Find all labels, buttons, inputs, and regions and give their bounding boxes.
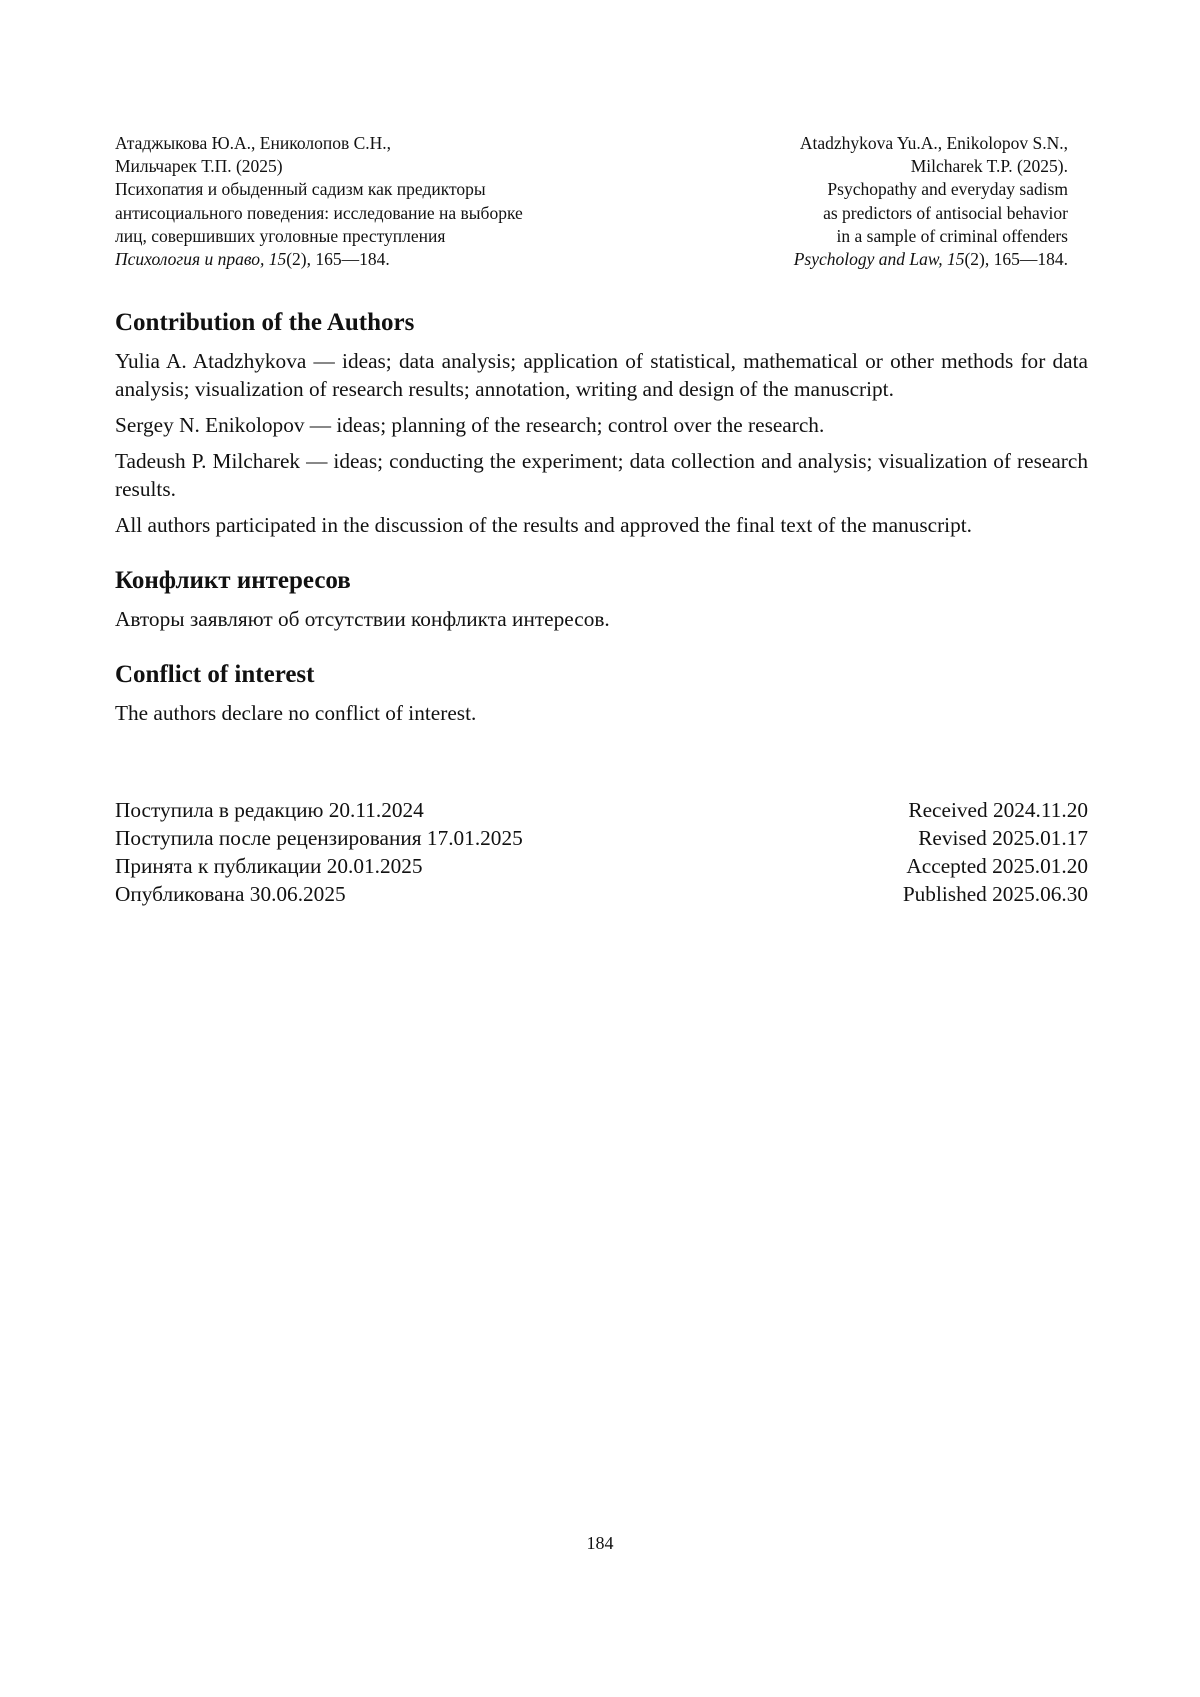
date-en: Revised 2025.01.17: [918, 826, 1088, 850]
journal-name: Psychology and Law,: [793, 249, 943, 270]
conflict-ru-text: Авторы заявляют об отсутствии конфликта интересов.: [115, 607, 610, 631]
running-header-english: [548, 132, 1068, 271]
conflict-en-heading: Conflict of interest: [115, 661, 315, 688]
header-line: лиц, совершивших уголовные преступления: [115, 225, 446, 246]
conflict-en-text: The authors declare no conflict of interest.: [115, 701, 477, 725]
date-row-received: [115, 796, 1088, 824]
header-line: in a sample of criminal offenders: [836, 225, 1068, 246]
main-content: [115, 307, 1088, 753]
date-en: Received 2024.11.20: [908, 798, 1088, 822]
date-ru: Опубликована 30.06.2025: [115, 882, 346, 906]
contribution-paragraph: Yulia A. Atadzhykova — ideas; data analysis; application of statistical, mathematical or other methods for data analysis; visualization of research results; annotation, writing and design of the manuscript.: [115, 349, 1088, 401]
conflict-en-section: [115, 659, 1088, 727]
journal-name: Психология и право,: [115, 249, 265, 270]
header-line: Atadzhykova Yu.A., Enikolopov S.N.,: [799, 133, 1068, 153]
date-ru: Принята к публикации 20.01.2025: [115, 854, 423, 878]
date-en: Accepted 2025.01.20: [906, 854, 1088, 878]
date-row-revised: [115, 824, 1088, 852]
journal-volume: 15: [268, 249, 287, 270]
header-journal-line: [548, 248, 1068, 271]
contribution-heading: Contribution of the Authors: [115, 309, 415, 336]
contribution-section: [115, 307, 1088, 539]
journal-volume: 15: [946, 249, 965, 270]
date-ru: Поступила в редакцию 20.11.2024: [115, 798, 424, 822]
header-line: Psychopathy and everyday sadism: [827, 179, 1068, 200]
contribution-paragraph: All authors participated in the discussion of the results and approved the final text of the manuscript.: [115, 513, 972, 537]
page-number: 184: [586, 1533, 614, 1553]
contribution-paragraph: Sergey N. Enikolopov — ideas; planning of the research; control over the research.: [115, 413, 825, 437]
contribution-paragraph: Tadeush P. Milcharek — ideas; conducting the experiment; data collection and analysis; visualization of research results.: [115, 449, 1088, 501]
conflict-ru-heading: Конфликт интересов: [115, 567, 351, 594]
journal-issue-pages: (2), 165—184.: [964, 249, 1068, 270]
header-line: антисоциального поведения: исследование на выборке: [115, 202, 523, 223]
journal-issue-pages: (2), 165—184.: [286, 249, 390, 270]
header-line: Психопатия и обыденный садизм как предикторы: [115, 179, 486, 200]
conflict-ru-section: [115, 565, 1088, 633]
header-line: Milcharek T.P. (2025).: [910, 156, 1068, 177]
header-line: Атаджыкова Ю.А., Ениколопов С.Н.,: [115, 133, 392, 153]
date-row-accepted: [115, 852, 1088, 880]
publication-dates: [115, 796, 1088, 908]
header-line: Мильчарек Т.П. (2025): [115, 156, 283, 177]
date-en: Published 2025.06.30: [902, 882, 1088, 906]
header-line: as predictors of antisocial behavior: [823, 202, 1068, 223]
date-ru: Поступила после рецензирования 17.01.2025: [115, 826, 523, 850]
date-row-published: [115, 880, 1088, 908]
